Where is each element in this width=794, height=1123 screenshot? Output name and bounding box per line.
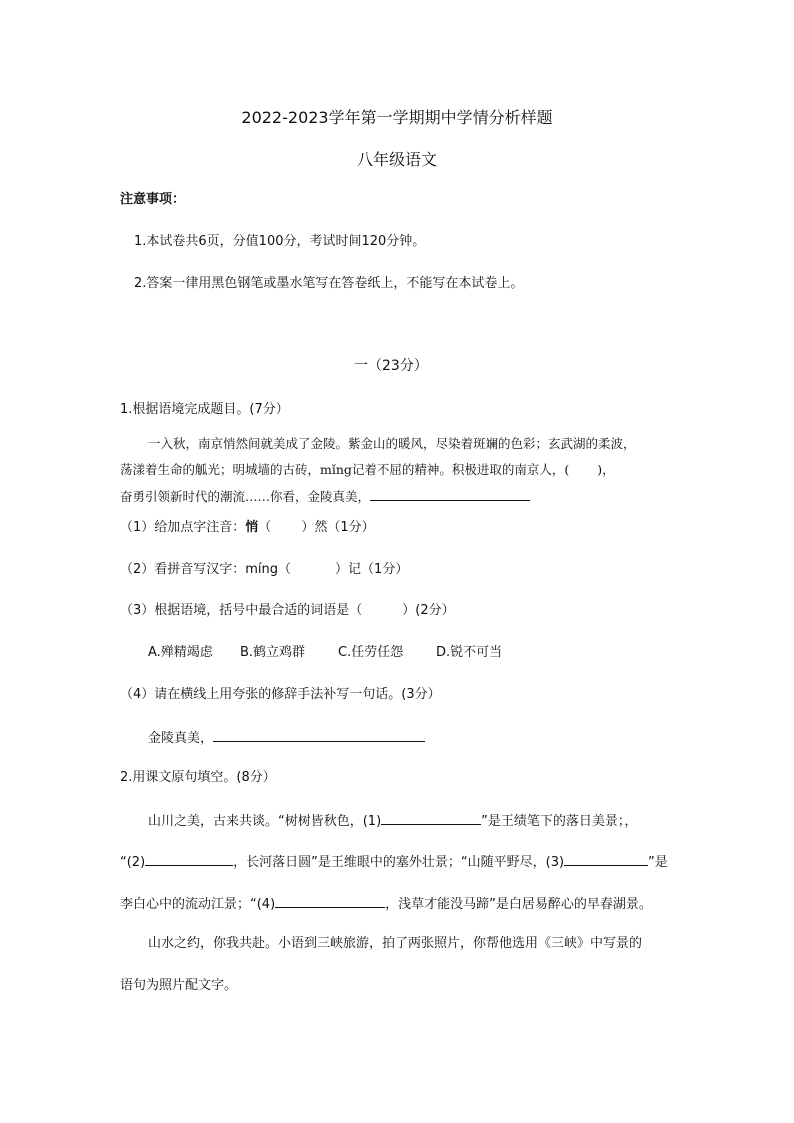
option-b[interactable]: B.鹤立鸡群 bbox=[240, 645, 306, 660]
q2-line-2 bbox=[120, 853, 668, 871]
answer-blank[interactable] bbox=[370, 488, 530, 501]
answer-blank[interactable] bbox=[145, 853, 233, 866]
option-d[interactable]: D.锐不可当 bbox=[436, 645, 503, 660]
notes-item-2: 2.答案一律用黑色钢笔或墨水笔写在答卷纸上，不能写在本试卷上。 bbox=[134, 276, 524, 291]
sub-1-paren-close: ）然（1分） bbox=[301, 520, 375, 535]
q2-line-5: 语句为照片配文字。 bbox=[120, 978, 238, 993]
page-title: 2022-2023学年第一学期期中学情分析样题 bbox=[241, 108, 553, 127]
notes-item-1: 1.本试卷共6页，分值100分，考试时间120分钟。 bbox=[134, 234, 426, 249]
passage-line-1: 一入秋，南京悄然间就美成了金陵。紫金山的暖风，尽染着斑斓的色彩；玄武湖的柔波， bbox=[148, 436, 636, 451]
q2-line-2-a: “(2) bbox=[120, 855, 146, 870]
passage-line-2-end: )， bbox=[597, 462, 615, 477]
sub-4-answer-prefix: 金陵真美， bbox=[148, 731, 214, 746]
passage-line-3 bbox=[120, 488, 530, 505]
question-1-sub-3 bbox=[120, 603, 455, 619]
q2-line-3-a: 李白心中的流动江景；“(4) bbox=[120, 897, 276, 912]
sub-2-suffix: ）记（1分） bbox=[335, 562, 409, 577]
answer-blank[interactable] bbox=[275, 895, 385, 908]
answer-blank[interactable] bbox=[213, 729, 425, 742]
sub-4-answer-line bbox=[148, 729, 425, 747]
question-1-sub-2 bbox=[120, 562, 408, 578]
option-a[interactable]: A.殚精竭虑 bbox=[148, 645, 213, 660]
passage-line-3-text: 奋勇引领新时代的潮流……你看，金陵真美， bbox=[120, 489, 371, 504]
page-subtitle: 八年级语文 bbox=[356, 150, 437, 169]
q2-line-3-b: ，浅草才能没马蹄”是白居易醉心的早春湖景。 bbox=[385, 897, 652, 912]
options-row bbox=[148, 645, 502, 661]
q2-line-2-c: ”是 bbox=[648, 855, 668, 870]
sub-3-prefix: （3）根据语境，括号中最合适的词语是（ bbox=[120, 603, 363, 618]
sub-1-prefix: （1）给加点字注音： bbox=[120, 520, 246, 535]
q2-line-3 bbox=[120, 895, 652, 913]
answer-blank[interactable] bbox=[564, 853, 648, 866]
section-heading: 一（23分） bbox=[354, 358, 428, 374]
question-1-sub-4: （4）请在横线上用夸张的修辞手法补写一句话。(3分） bbox=[120, 687, 441, 702]
q2-line-4: 山水之约，你我共赴。小语到三峡旅游，拍了两张照片，你帮他选用《三峡》中写景的 bbox=[148, 936, 643, 951]
q2-line-1 bbox=[148, 812, 637, 830]
q2-line-2-b: ，长河落日圆”是王维眼中的塞外壮景；“山随平野尽，(3) bbox=[233, 855, 565, 870]
q2-line-1-suffix: ”是王绩笔下的落日美景；， bbox=[481, 814, 638, 829]
passage-line-2-text: 荡漾着生命的觚光；明城墙的古砖，mǐng记着不屈的精神。积极进取的南京人，( bbox=[120, 462, 570, 477]
sub-2-prefix: （2）看拼音写汉字：míng（ bbox=[120, 562, 292, 577]
q2-line-1-prefix: 山川之美，古来共谈。“树树皆秋色，(1) bbox=[148, 814, 382, 829]
question-1-title: 1.根据语境完成题目。(7分） bbox=[120, 402, 289, 417]
sub-3-suffix: ）(2分） bbox=[402, 603, 455, 618]
answer-blank[interactable] bbox=[381, 812, 481, 825]
dotted-char: 悄 bbox=[245, 520, 259, 535]
passage-line-2 bbox=[120, 462, 615, 478]
sub-1-paren-open: （ bbox=[258, 520, 272, 535]
notes-heading: 注意事项： bbox=[120, 192, 186, 207]
question-2-title: 2.用课文原句填空。(8分） bbox=[120, 770, 276, 785]
question-1-sub-1 bbox=[120, 520, 375, 536]
option-c[interactable]: C.任劳任怨 bbox=[338, 645, 404, 660]
